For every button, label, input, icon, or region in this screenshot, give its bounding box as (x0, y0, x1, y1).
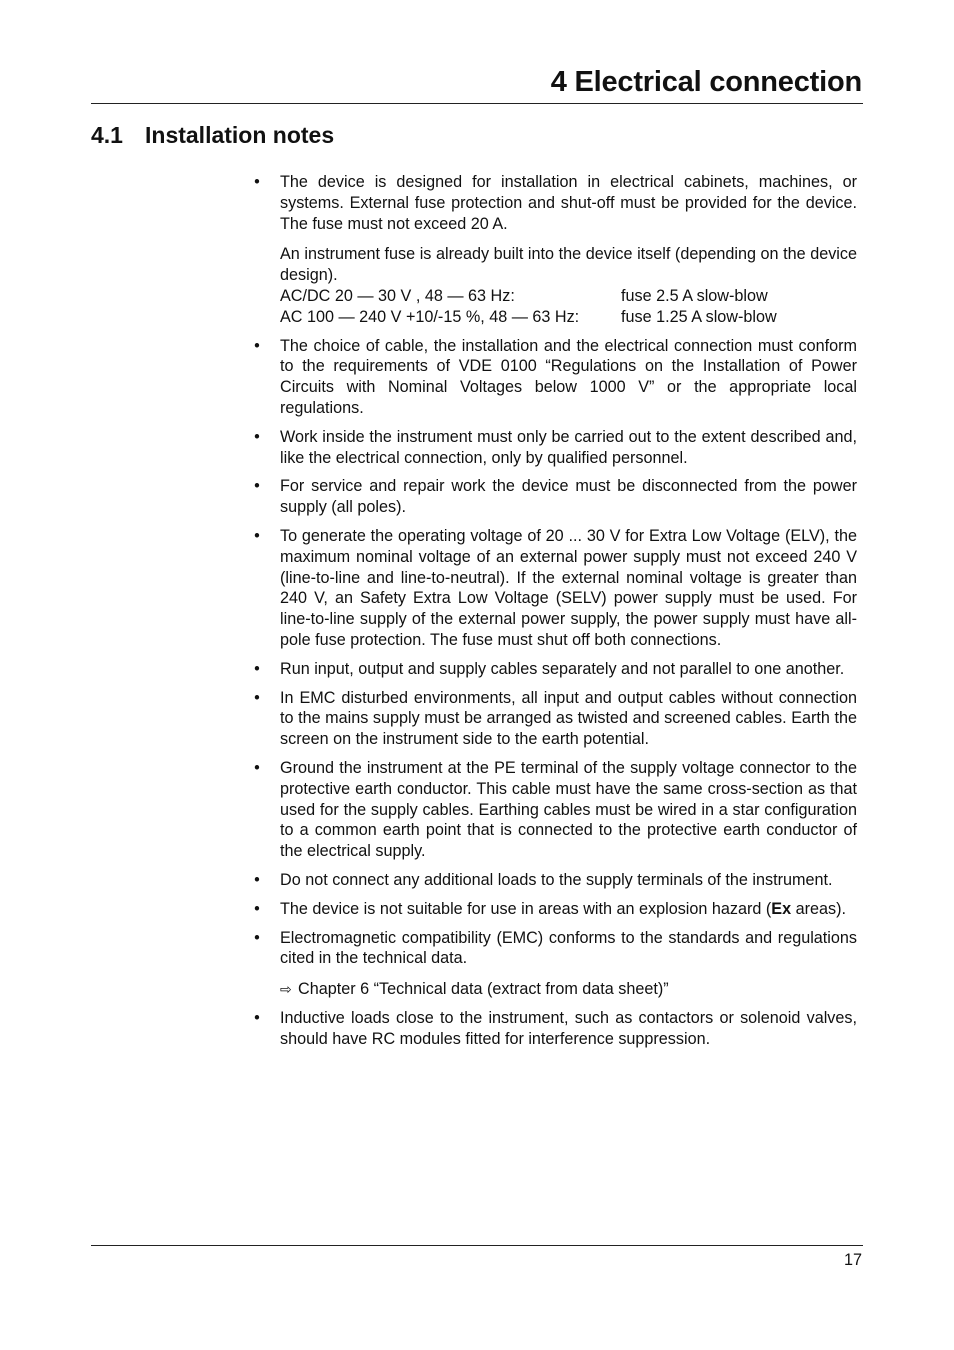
section-number: 4.1 (91, 122, 123, 148)
cross-reference (280, 979, 857, 1000)
bullet-icon: • (254, 758, 260, 777)
bullet-icon: • (254, 477, 260, 496)
fuse-rating: fuse 2.5 A slow-blow (621, 286, 768, 305)
page-number: 17 (843, 1251, 862, 1269)
fuse-rating: fuse 1.25 A slow-blow (621, 307, 777, 326)
note-text: Run input, output and supply cables separately and not parallel to one another. (280, 659, 845, 678)
bullet-icon: • (254, 870, 260, 889)
chapter-title: 4 Electrical connection (550, 66, 862, 98)
bullet-icon: • (254, 1008, 260, 1027)
list-item (250, 427, 857, 469)
note-text: For service and repair work the device must be disconnected from the power supply (all poles). (280, 477, 857, 517)
bullet-icon: • (254, 427, 260, 446)
note-text: To generate the operating voltage of 20 ... 30 V for Extra Low Voltage (ELV), the maximum nominal voltage of an external power supply must not exceed 240 V (line-to-line and line-to-neutral). If the external nominal voltage is greater than 240 V, an Safety Extra Low Voltage (SELV) power supply must be used. For line-to-line supply of the external power supply, the power supply must have all-pole fuse protection. The fuse must shut off both connections. (280, 526, 857, 649)
list-item (250, 172, 857, 328)
list-item (250, 688, 857, 750)
note-text: Do not connect any additional loads to the supply terminals of the instrument. (280, 870, 833, 889)
list-item (250, 526, 857, 651)
list-item (250, 870, 857, 891)
note-text: In EMC disturbed environments, all input and output cables without connection to the mains supply must be arranged as twisted and screened cables. Earth the screen on the instrument side to the earth potential. (280, 688, 857, 749)
fuse-condition: AC/DC 20 — 30 V , 48 — 63 Hz: (280, 286, 515, 305)
section-heading (91, 122, 334, 149)
list-item (250, 659, 857, 680)
note-text: The device is designed for installation in electrical cabinets, machines, or systems. External fuse protection and shut-off must be provided for the device. The fuse must not exceed 20 A. (280, 173, 857, 233)
list-item (250, 476, 857, 518)
bullet-icon: • (254, 173, 260, 191)
arrow-right-icon: ⇨ (280, 981, 292, 998)
note-text: Ground the instrument at the PE terminal of the supply voltage connector to the protective earth conductor. This cable must have the same cross-section as that used for the supply cables. Earthing cables must be wired in a star configuration to a common earth point that is connected to the protective earth conductor of the electrical supply. (280, 758, 857, 861)
note-text: Work inside the instrument must only be carried out to the extent described and, like the electrical connection, only by qualified personnel. (280, 427, 857, 467)
ex-note-text (280, 899, 857, 920)
list-item (250, 758, 857, 862)
note-text: The choice of cable, the installation and the electrical connection must conform to the requirements of VDE 0100 “Regulations on the Installation of Power Circuits with Nominal Voltages below 1000 V” or the appropriate local regulations. (280, 336, 857, 417)
ex-abbreviation: Ex (771, 899, 792, 918)
installation-notes-list (250, 172, 857, 1057)
list-item (250, 336, 857, 419)
note-text: Electromagnetic compatibility (EMC) conforms to the standards and regulations cited in the technical data. (280, 928, 857, 968)
fuse-intro: An instrument fuse is already built into the device itself (depending on the device design). (280, 245, 857, 285)
note-text: Inductive loads close to the instrument, such as contactors or solenoid valves, should have RC modules fitted for interference suppression. (280, 1008, 857, 1048)
ex-note-before: The device is not suitable for use in areas with an explosion hazard ( (280, 899, 772, 918)
fuse-info (280, 244, 857, 327)
section-title: Installation notes (145, 122, 335, 148)
header-rule (91, 103, 863, 104)
bullet-icon: • (254, 659, 260, 678)
list-item (250, 899, 857, 920)
ex-note-after: areas). (791, 899, 846, 918)
bullet-icon: • (254, 336, 260, 355)
fuse-table (280, 286, 777, 328)
bullet-icon: • (254, 526, 260, 545)
list-item (250, 1008, 857, 1050)
footer-rule (91, 1245, 863, 1246)
bullet-icon: • (254, 928, 260, 947)
bullet-icon: • (254, 899, 260, 918)
bullet-icon: • (254, 688, 260, 707)
table-row (280, 286, 777, 307)
table-row (280, 307, 777, 328)
cross-reference-link[interactable]: Chapter 6 “Technical data (extract from data sheet)” (298, 980, 669, 999)
list-item (250, 928, 857, 1000)
fuse-condition: AC 100 — 240 V +10/-15 %, 48 — 63 Hz: (280, 307, 580, 326)
